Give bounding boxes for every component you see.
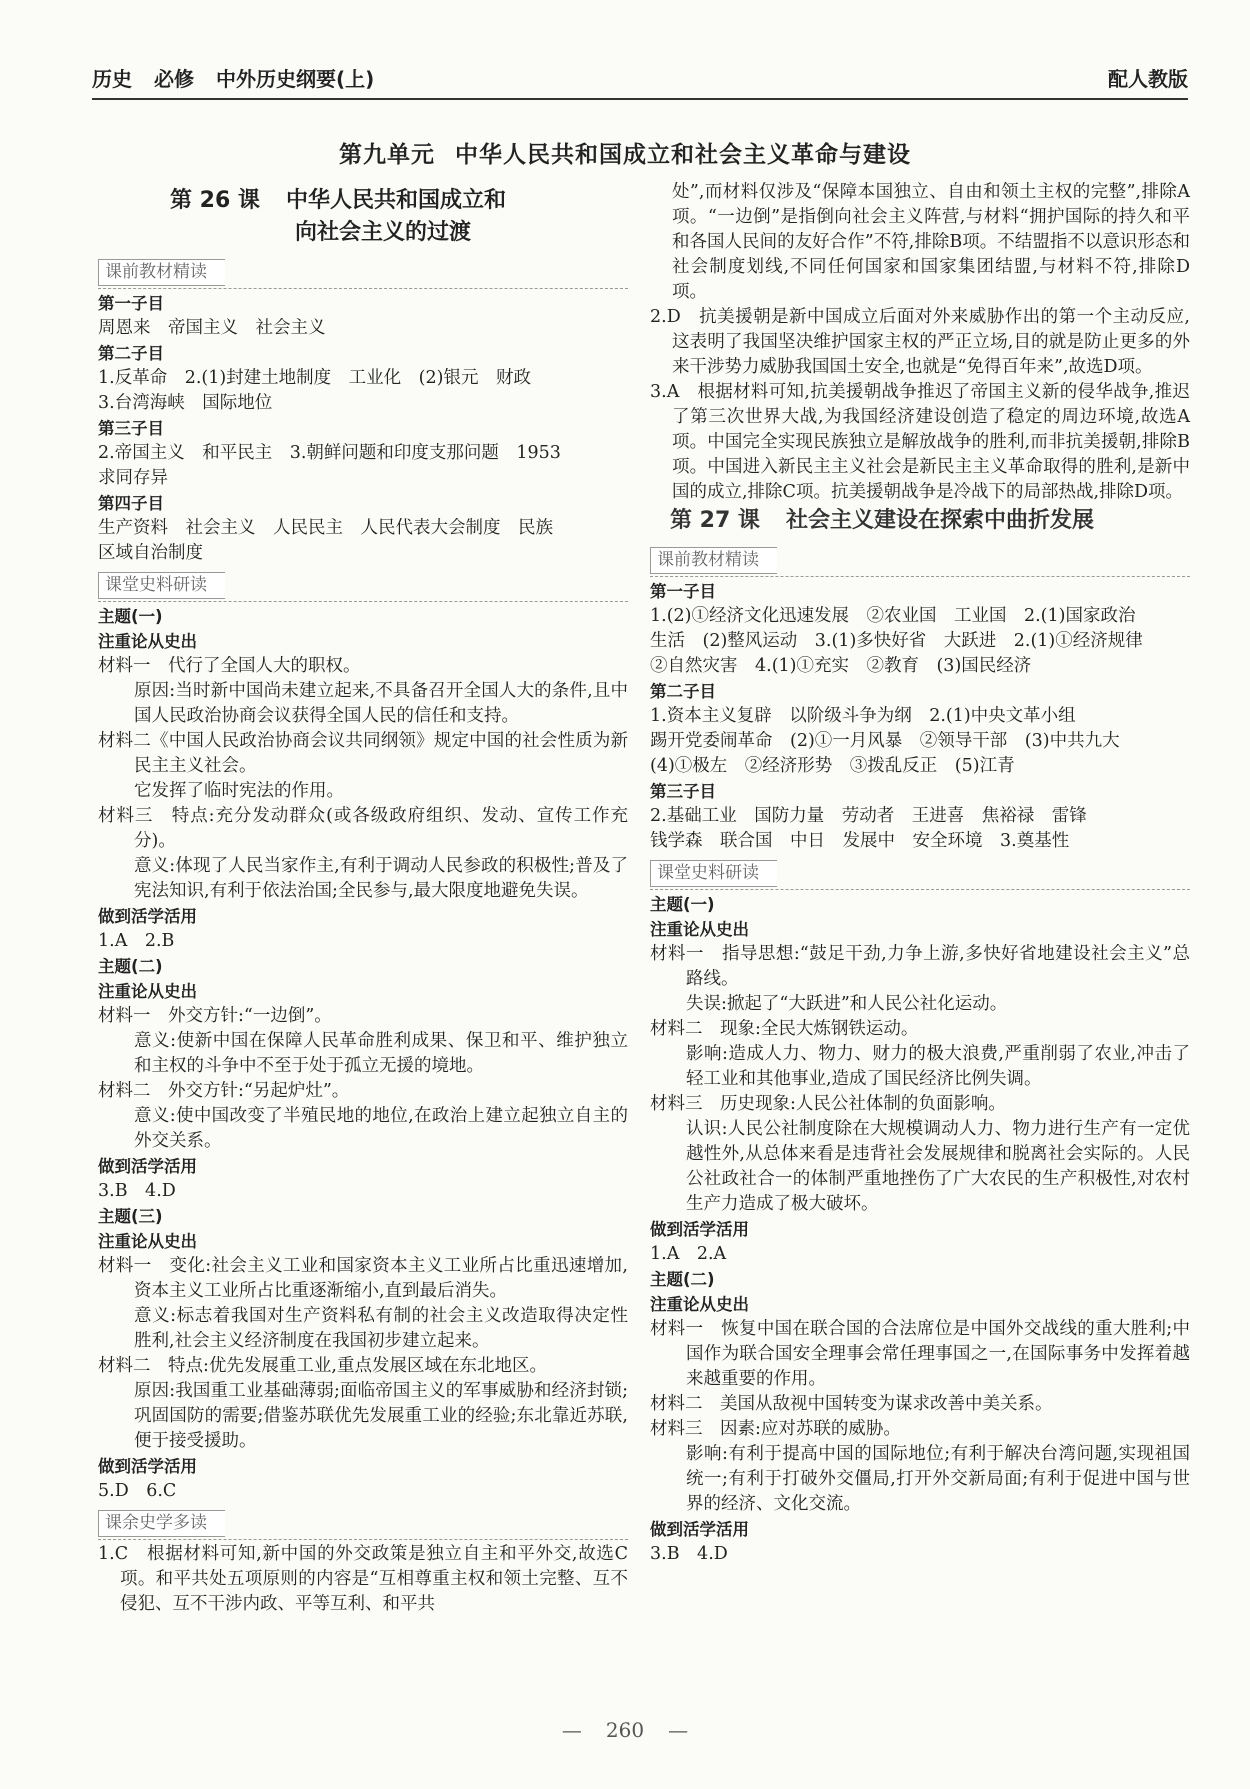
edition: 配人教版 — [1108, 67, 1188, 91]
topic-heading: 主题(一) — [650, 895, 715, 914]
book-name: 中外历史纲要(上) — [216, 67, 375, 91]
unit-title: 第九单元 中华人民共和国成立和社会主义革命与建设 — [339, 142, 911, 168]
right-column: 处”,而材料仅涉及“保障本国独立、自由和领土主权的完整”,排除A项。“一边倒”是指倒向社会主义阵营,与材料“拥护国际的持久和平和各国人民间的友好合作”不符,排除B项。不结盟指不以意识形态和社会制度划线,不同任何国家和国家集团结盟,与材料不符,排除D项。 2.D 抗美援朝是新中国成立后面对外来威胁作出的第一个主动反应,这表明了我国坚决维护国家主权的严正立场,目的就是防止更多的外来干涉势力威胁我国国土安全,也就是“免得百年来”,故选D项。 3.A 根据材料可知,抗美援朝战争推迟了帝国主义新的侵华战争,推迟了第三次世界大战,为我国经济建设创造了稳定的周边环境,故选A项。中国完全实现民族独立是解放战争的胜利,而非抗美援朝,排除B项。中国进入新民主主义社会是新民主主义革命取得的胜利,是新中国的成立,排除C项。抗美援朝战争是冷战下的局部热战,排除D项。 第 27 课 社会主义建设在探索中曲折发展 课前教材精读 第一子目 1.(2)①经济文化迅速发展 ②农业国 工业国 2.(1)国家政治 生活 (2)整风运动 3.(1)多快好省 大跃进 2.(1)①经济规律 ②自然灾害 4.(1)①充实 ②教育 (3)国民经济 第二子目 1.资本主义复辟 以阶级斗争为纲 2.(1)中央文革小组 踢开党委闹革命 (2)①一月风暴 ②领导干部 (3)中共九大 (4)①极左 ②经济形势 ③拨乱反正 (5)江青 第三子目 2.基础工业 国防力量 劳动者 王进喜 焦裕禄 雷锋 钱学森 联合国 中日 发展中 安全环境 3.奠基性 课堂史料研读 主题(一) 注重论从史出 材料一 指导思想:“鼓足干劲,力争上游,多快好省地建设社会主义”总路线。 失误:掀起了“大跃进”和人民公社化运动。 材料二 现象:全民大炼钢铁运动。 影响:造成人力、物力、财力的极大浪费,严重削弱了农业,冲击了轻工业和其他事业,造成了国民经济比例失调。 材料三 历史现象:人民公社体制的负面影响。 认识:人民公社制度除在大规模调动人力、物力进行生产有一定优越性外,从总体来看是违背社会发展规律和脱离社会实际的。人民公社政社合一的体制严重地挫伤了广大农民的生产积极性,对农村生产力造成了极大破坏。 做到活学活用 1.A 2.A 主题(二) 注重论从史出 材料一 恢复中国在联合国的合法席位是中国外交战线的重大胜利;中国作为联合国安全理事会常任理事国之一,在国际事务中发挥着越来越重要的作用。 材料二 美国从敌视中国转变为谋求改善中美关系。 材料三 因素:应对苏联的威胁。 影响:有利于提高中国的国际地位;有利于解决台湾问题,实现祖国统一;有利于打破外交僵局,打开外交新局面;有利于促进中国与世界的经济、文化交流。 做到活学活用 3.B 4.D — [650, 182, 1190, 1564]
lesson-27-title: 第 27 课 社会主义建设在探索中曲折发展 — [670, 508, 1094, 533]
section-heading: 课前教材精读 — [98, 259, 225, 286]
answer-explanation: 处”,而材料仅涉及“保障本国独立、自由和领土主权的完整”,排除A项。“一边倒”是指倒向社会主义阵营,与材料“拥护国际的持久和平和各国人民间的友好合作”不符,排除B项。不结盟指不以意识形态和社会制度划线,不同任何国家和国家集团结盟,与材料不符,排除D项。 — [672, 182, 1190, 302]
left-column: 第 26 课 中华人民共和国成立和 向社会主义的过渡 课前教材精读 第一子目 周恩来 帝国主义 社会主义 第二子目 1.反革命 2.(1)封建土地制度 工业化 (2)银元 财政 3.台湾海峡 国际地位 第三子目 2.帝国主义 和平民主 3.朝鲜问题和印度支那问题 1953 求同存异 第四子目 生产资料 社会主义 人民民主 人民代表大会制度 民族 区域自治制度 课堂史料研读 主题(一) 注重论从史出 材料一 代行了全国人大的职权。 原因:当时新中国尚未建立起来,不具备召开全国人大的条件,且中国人民政治协商会议获得全国人民的信任和支持。 材料二《中国人民政治协商会议共同纲领》规定中国的社会性质为新民主主义社会。 它发挥了临时宪法的作用。 材料三 特点:充分发动群众(或各级政府组织、发动、宣传工作充分)。 意义:体现了人民当家作主,有利于调动人民参政的积极性;普及了宪法知识,有利于依法治国;全民参与,最大限度地避免失误。 做到活学活用 1.A 2.B 主题(二) 注重论从史出 材料一 外交方针:“一边倒”。 意义:使新中国在保障人民革命胜利成果、保卫和平、维护独立和主权的斗争中不至于处于孤立无援的境地。 材料二 外交方针:“另起炉灶”。 意义:使中国改变了半殖民地的地位,在政治上建立起独立自主的外交关系。 做到活学活用 3.B 4.D 主题(三) 注重论从史出 材料一 变化:社会主义工业和国家资本主义工业所占比重迅速增加,资本主义工业所占比重逐渐缩小,直到最后消失。 意义:标志着我国对生产资料私有制的社会主义改造取得决定性胜利,社会主义经济制度在我国初步建立起来。 材料二 特点:优先发展重工业,重点发展区域在东北地区。 原因:我国重工业基础薄弱;面临帝国主义的军事威胁和经济封锁;巩固国防的需要;借鉴苏联优先发展重工业的经验;东北靠近苏联,便于接受援助。 做到活学活用 5.D 6.C 课余史学多读 1.C 根据材料可知,新中国的外交政策是独立自主和平外交,故选C项。和平共处五项原则的内容是“互相尊重主权和领土完整、互不侵犯、互不干涉内政、平等互利、和平共 — [98, 185, 628, 1617]
page-number: — 260 — — [561, 1718, 689, 1742]
answer-explanation: 2.D 抗美援朝是新中国成立后面对外来威胁作出的第一个主动反应,这表明了我国坚决维护国家主权的严正立场,目的就是防止更多的外来干涉势力威胁我国国土安全,也就是“免得百年来”,故选D项。 — [650, 307, 1190, 377]
topic-heading: 主题(三) — [98, 1207, 163, 1226]
topic-heading: 主题(一) — [98, 607, 163, 626]
answer-explanation: 1.C 根据材料可知,新中国的外交政策是独立自主和平外交,故选C项。和平共处五项原则的内容是“互相尊重主权和领土完整、互不侵犯、互不干涉内政、平等互利、和平共 — [98, 1544, 628, 1614]
subheading: 第四子目 — [98, 494, 164, 513]
section-heading: 课堂史料研读 — [650, 860, 777, 887]
course-type: 必修 — [154, 67, 194, 91]
book-title — [92, 63, 396, 92]
subheading: 第一子目 — [98, 294, 164, 313]
subheading: 第一子目 — [650, 582, 716, 601]
section-heading: 课堂史料研读 — [98, 572, 225, 599]
subheading: 第二子目 — [650, 682, 716, 701]
topic-heading: 主题(二) — [98, 957, 163, 976]
section-heading: 课余史学多读 — [98, 1510, 225, 1537]
page-header — [92, 52, 1188, 100]
topic-heading: 主题(二) — [650, 1270, 715, 1289]
answer-explanation: 3.A 根据材料可知,抗美援朝战争推迟了帝国主义新的侵华战争,推迟了第三次世界大战,为我国经济建设创造了稳定的周边环境,故选A项。中国完全实现民族独立是解放战争的胜利,而非抗美援朝,排除B项。中国进入新民主主义社会是新民主主义革命取得的胜利,是新中国的成立,排除C项。抗美援朝战争是冷战下的局部热战,排除D项。 — [650, 382, 1190, 502]
subject: 历史 — [92, 67, 132, 91]
subheading: 第二子目 — [98, 344, 164, 363]
subheading: 第三子目 — [98, 419, 164, 438]
section-heading: 课前教材精读 — [650, 547, 777, 574]
answer-line: 周恩来 帝国主义 社会主义 — [98, 318, 326, 338]
lesson-26-title: 第 26 课 中华人民共和国成立和 向社会主义的过渡 — [170, 188, 506, 245]
subheading: 第三子目 — [650, 782, 716, 801]
